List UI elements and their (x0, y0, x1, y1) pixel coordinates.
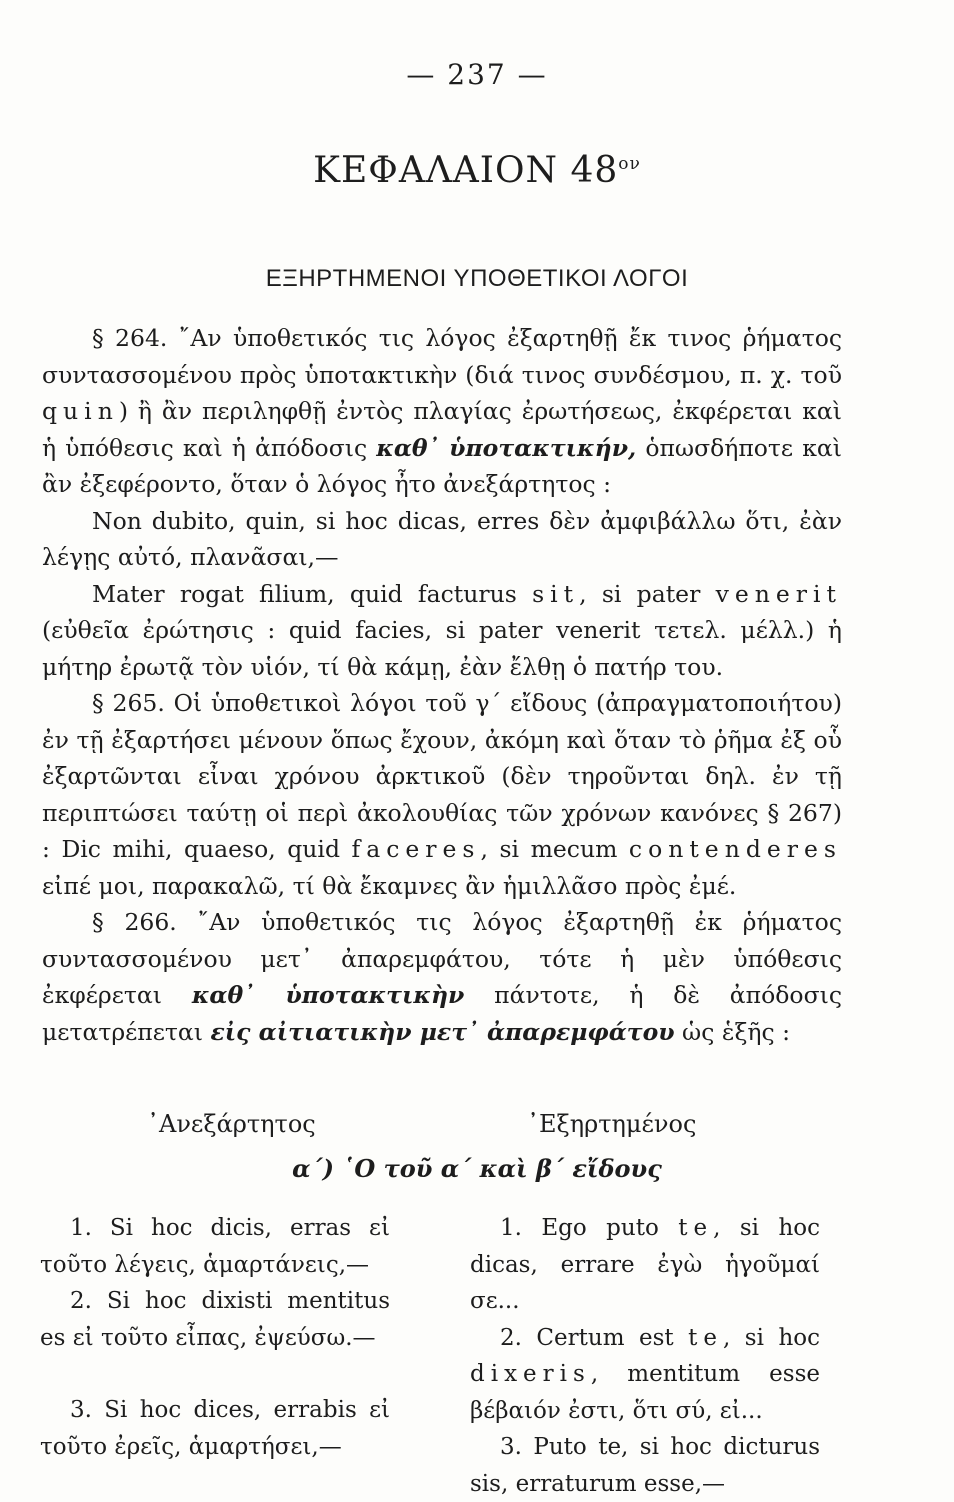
page-number: — 237 — (406, 58, 548, 91)
r1-text-b: , si hoc dicas, errare ἐγὼ ἡγοῦμαί σε... (470, 1215, 820, 1314)
r2-text-c: , mentitum esse βέβαιόν ἐστι, ὅτι σύ, εἰ... (470, 1361, 820, 1424)
right-example-2 (470, 1320, 820, 1430)
p265-contenderes: contenderes (628, 835, 842, 863)
left-column (40, 1210, 390, 1465)
ex2-text-b: , si pater (579, 579, 716, 608)
ex2-text-c: (εὐθεῖα ἐρώτησις : quid facies, si pater venerit τετελ. μέλλ.) ἡ μήτηρ ἐρωτᾷ τὸν υἱόν, τί θὰ κάμῃ, ἐὰν ἔλθῃ ὁ πατήρ του. (42, 616, 842, 681)
r1-text-a: 1. Ego puto (500, 1215, 679, 1241)
ex2-venerit: venerit (715, 579, 842, 608)
example-2 (42, 576, 842, 686)
right-example-1 (470, 1210, 820, 1320)
r1-te: te (678, 1215, 714, 1241)
p264-text-1: § 264. ῎Αν ὑποθετικός τις λόγος ἐξαρτηθῇ ἔκ τινος ῥήματος συντασσομένου πρὸς ὑποτακτικὴν (διά τινος συνδέσμου, π. χ. τοῦ (42, 324, 842, 389)
p266-bold-1: καθ᾿ ὑποτακτικὴν (191, 981, 465, 1009)
right-column-heading: ᾿Εξηρτημένος (527, 1110, 697, 1138)
left-example-1: 1. Si hoc dicis, erras εἰ τοῦτο λέγεις, ἁμαρτάνεις,— (40, 1215, 390, 1278)
chapter-title-text: ΚΕΦΑΛΑΙΟΝ 48 (313, 150, 619, 191)
p266-text-3: ὡς ἑξῆς : (674, 1017, 791, 1046)
paragraph-266 (42, 904, 842, 1050)
ex2-sit: sit (532, 579, 580, 608)
p264-bold-1: καθ᾿ ὑποτακτικήν, (376, 433, 637, 462)
left-column-heading: ᾿Ανεξάρτητος (147, 1110, 316, 1138)
r2-te: te (688, 1324, 723, 1351)
section-title: ΕΞΗΡΤΗΜΕΝΟΙ ΥΠΟΘΕΤΙΚΟΙ ΛΟΓΟΙ (265, 265, 689, 292)
p264-text-2: ) ἢ ἂν περιληφθῇ ἐντὸς πλαγίας ἐρωτήσεως, ἐκφέρεται καὶ ἡ ὑπόθεσις καὶ ἡ ἀπόδοσις (42, 397, 842, 462)
body-text (42, 320, 842, 1050)
p266-bold-2: εἰς αἰτιατικὴν μετ᾿ ἀπαρεμφάτου (210, 1017, 675, 1046)
chapter-title-suffix: ον (618, 154, 641, 174)
paragraph-265 (42, 685, 842, 904)
sub-heading: α΄) ῾Ο τοῦ α΄ καὶ β΄ εἴδους (292, 1154, 662, 1183)
example-1: Non dubito, quin, si hoc dicas, erres δὲν ἀμφιβάλλω ὅτι, ἐὰν λέγῃς αὐτό, πλανᾶσαι,— (42, 506, 842, 571)
p265-text-3: εἰπέ μοι, παρακαλῶ, τί θὰ ἔκαμνες ἂν ἡμιλλᾶσο πρὸς ἐμέ. (42, 871, 737, 900)
r2-text-b: , si hoc (723, 1324, 820, 1351)
paragraph-264 (42, 320, 842, 503)
right-example-3: 3. Puto te, si hoc dicturus sis, erraturum esse,— (470, 1434, 820, 1497)
r2-dixeris: dixeris (470, 1361, 591, 1387)
right-column (470, 1210, 820, 1502)
p265-text-2: , si mecum (480, 835, 629, 863)
p265-faceres: faceres (351, 835, 481, 863)
left-example-2: 2. Si hoc dixisti mentitus es εἰ τοῦτο εἶπας, ἐψεύσω.— (40, 1288, 390, 1351)
ex2-text-a: Mater rogat filium, quid facturus (92, 579, 533, 608)
p266-text-2: πάντοτε, ἡ δὲ ἀπόδοσις μετατρέπεται (42, 981, 842, 1046)
p266-text-1: § 266. ῎Αν ὑποθετικός τις λόγος ἐξαρτηθῇ ἐκ ῥήματος συντασσομένου μετ᾿ ἀπαρεμφάτου, τότε ἡ μὲν ὑπόθεσις ἐκφέρεται (42, 908, 842, 1009)
r2-text-a: 2. Certum est (500, 1324, 689, 1351)
p264-text-3: ὁπωσδήποτε καὶ ἂν ἐξεφέροντο, ὅταν ὁ λόγος ἦτο ἀνεξάρτητος : (42, 433, 842, 498)
chapter-title (0, 150, 954, 191)
p265-text-1: § 265. Οἱ ὑποθετικοὶ λόγοι τοῦ γ΄ εἴδους (ἀπραγματοποιήτου) ἐν τῇ ἐξαρτήσει μένουν ὅπως ἔχουν, ἀκόμη καὶ ὅταν τὸ ῥῆμα ἐξ οὗ ἐξαρτῶνται εἶναι χρόνου ἀρκτικοῦ (δὲν τηροῦνται δηλ. ἐν τῇ περιπτώσει ταύτῃ οἱ περὶ ἀκολουθίας τῶν χρόνων κανόνες § 267) : Dic mihi, quaeso, quid (42, 689, 842, 863)
p264-quin: quin (42, 397, 119, 425)
left-example-3: 3. Si hoc dices, errabis εἰ τοῦτο ἐρεῖς, ἁμαρτήσει,— (40, 1397, 390, 1460)
